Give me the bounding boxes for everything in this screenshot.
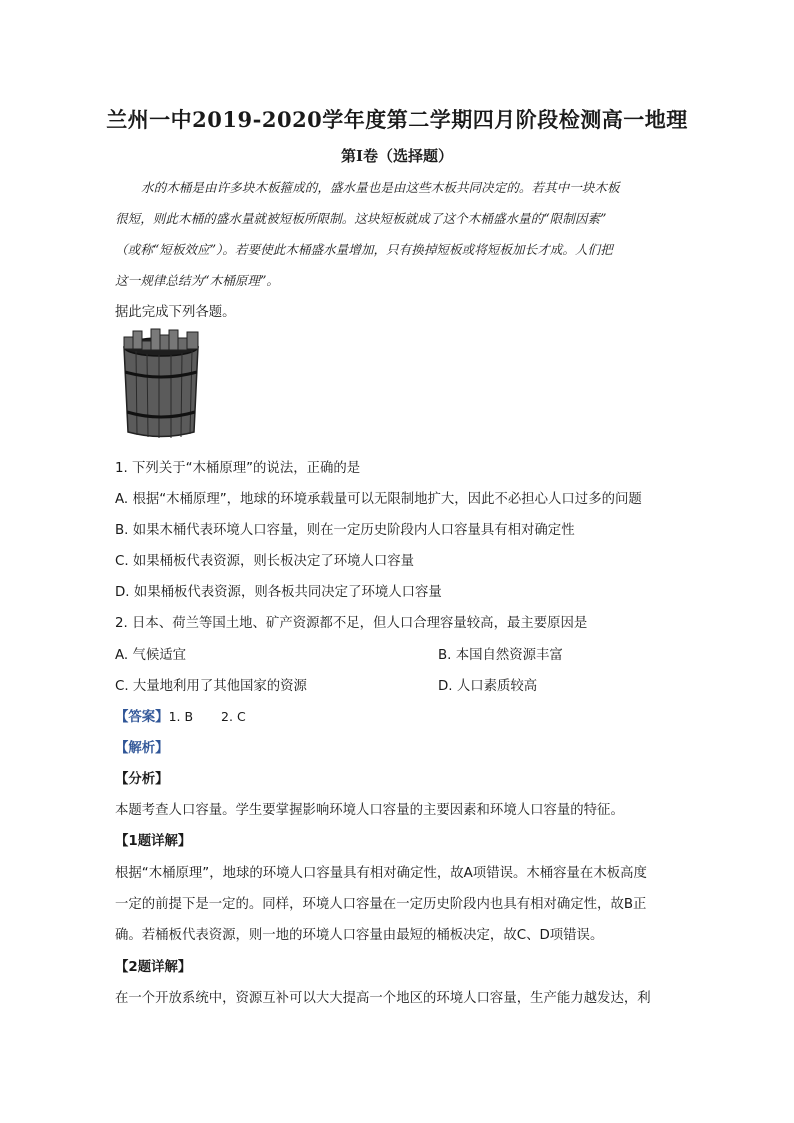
answer-line bbox=[115, 706, 246, 725]
option-b: B. 本国自然资源丰富 bbox=[438, 648, 563, 663]
section-title: 第Ⅰ卷（选择题） bbox=[340, 147, 454, 165]
question-stem: 1. 下列关于“木桶原理”的说法，正确的是 bbox=[115, 461, 361, 476]
option-a: A. 根据“木桶原理”，地球的环境承载量可以无限制地扩大，因此不必担心人口过多的问题 bbox=[115, 492, 642, 507]
answer-1: 1. B bbox=[168, 709, 194, 724]
q1-detail-line: 根据“木桶原理”，地球的环境人口容量具有相对确定性，故A项错误。木桶容量在木板高度 bbox=[115, 866, 647, 881]
option-c: C. 如果桶板代表资源，则长板决定了环境人口容量 bbox=[115, 554, 415, 569]
option-c: C. 大量地利用了其他国家的资源 bbox=[115, 679, 307, 694]
answer-2: 2. C bbox=[221, 709, 246, 724]
analysis-label: 【解析】 bbox=[115, 741, 169, 756]
q1-detail-line: 一定的前提下是一定的。同样，环境人口容量在一定历史阶段内也具有相对确定性，故B正 bbox=[115, 897, 647, 912]
passage-line: 水的木桶是由许多块木板箍成的，盛水量也是由这些木板共同决定的。若其中一块木板 bbox=[141, 180, 620, 195]
passage-line: （或称“短板效应”）。若要使此木桶盛水量增加，只有换掉短板或将短板加长才成。人们把 bbox=[115, 242, 613, 257]
option-d: D. 如果桶板代表资源，则各板共同决定了环境人口容量 bbox=[115, 585, 442, 600]
option-a: A. 气候适宜 bbox=[115, 648, 186, 663]
fenxi-label: 【分析】 bbox=[115, 772, 169, 787]
q2-detail-line: 在一个开放系统中，资源互补可以大大提高一个地区的环境人口容量，生产能力越发达，利 bbox=[115, 991, 651, 1006]
page-title: 兰州一中2019-2020学年度第二学期四月阶段检测高一地理 bbox=[106, 107, 688, 132]
option-d: D. 人口素质较高 bbox=[438, 679, 538, 694]
wooden-barrel-icon bbox=[116, 327, 206, 442]
answer-label: 【答案】 bbox=[115, 710, 169, 725]
q2-detail-label: 【2题详解】 bbox=[115, 960, 192, 975]
q1-detail-line: 确。若桶板代表资源，则一地的环境人口容量由最短的桶板决定，故C、D项错误。 bbox=[115, 928, 604, 943]
instruction-text: 据此完成下列各题。 bbox=[115, 305, 236, 320]
passage-line: 这一规律总结为“木桶原理”。 bbox=[115, 273, 280, 288]
fenxi-text: 本题考查人口容量。学生要掌握影响环境人口容量的主要因素和环境人口容量的特征。 bbox=[115, 803, 624, 818]
q1-detail-label: 【1题详解】 bbox=[115, 834, 192, 849]
passage-line: 很短，则此木桶的盛水量就被短板所限制。这块短板就成了这个木桶盛水量的“限制因素” bbox=[115, 211, 607, 226]
question-stem: 2. 日本、荷兰等国土地、矿产资源都不足，但人口合理容量较高，最主要原因是 bbox=[115, 616, 588, 631]
option-b: B. 如果木桶代表环境人口容量，则在一定历史阶段内人口容量具有相对确定性 bbox=[115, 523, 575, 538]
